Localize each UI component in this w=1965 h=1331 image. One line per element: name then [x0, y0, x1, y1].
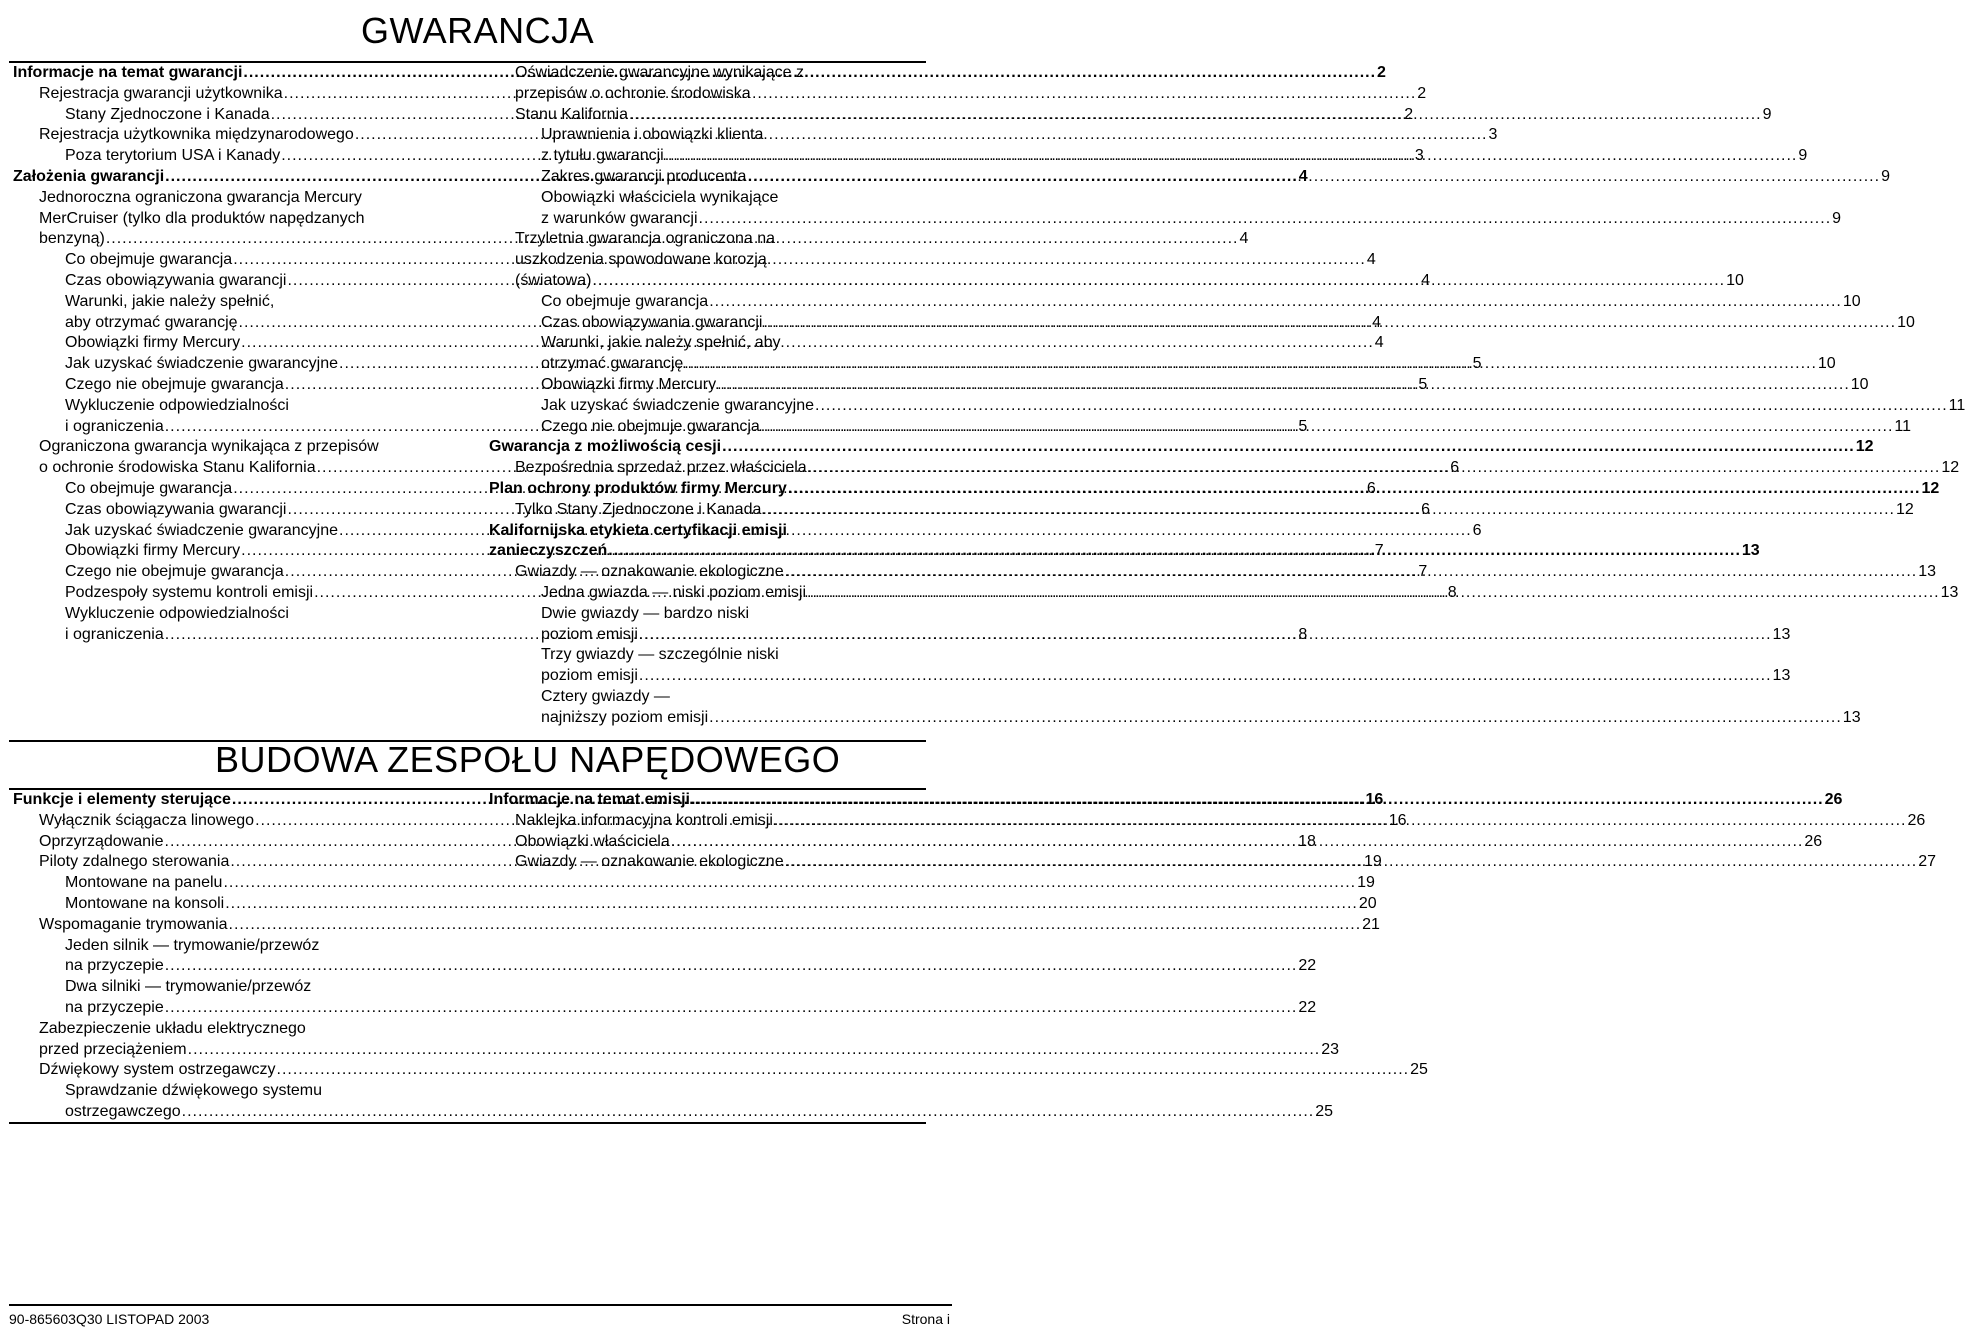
- footer-rule: [9, 1304, 952, 1306]
- toc-page-number: 22: [1298, 998, 1317, 1016]
- toc-entry-title: Jeden silnik — trymowanie/przewóz: [65, 936, 320, 954]
- toc-entry-title: Podzespoły systemu kontroli emisji: [65, 583, 314, 601]
- toc-entry[interactable]: [489, 354, 1836, 375]
- toc-leader-dots: [592, 271, 1725, 292]
- toc-entry-title: Stanu Kalifornia: [515, 105, 628, 123]
- toc-entry-title: Rejestracja użytkownika międzynarodowego: [39, 126, 354, 144]
- toc-page-number: 21: [1362, 915, 1380, 933]
- toc-entry[interactable]: [13, 1040, 1340, 1061]
- toc-leader-dots: [807, 583, 1940, 604]
- toc-entry[interactable]: [489, 333, 913, 354]
- toc-entry-title: przed przeciążeniem: [39, 1040, 187, 1058]
- toc-leader-dots: [223, 873, 1356, 894]
- toc-entry-title: Tylko Stany Zjednoczone i Kanada: [515, 500, 762, 518]
- toc-entry-title: Czas obowiązywania gwarancji: [541, 313, 763, 331]
- toc-page-number: 11: [1894, 417, 1912, 435]
- toc-entry-title: Dźwiękowy system ostrzegawczy: [39, 1061, 276, 1079]
- toc-leader-dots: [639, 666, 1772, 687]
- toc-leader-dots: [762, 500, 1895, 521]
- toc-page-number: 9: [1832, 209, 1842, 227]
- toc-entry-title: Zakres gwarancji producenta: [541, 167, 747, 185]
- toc-entry-title: Oprzyrządowanie: [39, 832, 164, 850]
- section-title-budowa: BUDOWA ZESPOŁU NAPĘDOWEGO: [215, 739, 841, 780]
- toc-page-number: 10: [1842, 292, 1861, 310]
- toc-entry[interactable]: [489, 63, 913, 84]
- footer-doc-id: 90-865603Q30 LISTOPAD 2003: [9, 1311, 210, 1327]
- toc-leader-dots: [188, 1040, 1321, 1061]
- toc-page-number: 13: [1918, 563, 1937, 581]
- toc-entry-title: Montowane na panelu: [65, 874, 223, 892]
- toc-entry[interactable]: [489, 687, 913, 708]
- toc-entry[interactable]: [13, 998, 1317, 1019]
- toc-page-number: 6: [1450, 459, 1460, 477]
- toc-leader-dots: [165, 998, 1298, 1019]
- toc-entry-title: Zabezpieczenie układu elektrycznego: [39, 1019, 306, 1037]
- toc-entry[interactable]: [13, 1102, 1334, 1123]
- toc-entry-title: Kalifornijska etykieta certyfikacji emisji: [489, 521, 787, 539]
- toc-page-number: 8: [1447, 583, 1457, 601]
- toc-entry[interactable]: [13, 915, 1380, 936]
- toc-page-number: 4: [1374, 334, 1384, 352]
- toc-entry-title: aby otrzymać gwarancję: [65, 313, 238, 331]
- section-rule-bottom: [9, 1122, 926, 1124]
- toc-leader-dots: [722, 437, 1855, 458]
- toc-entry[interactable]: [489, 375, 1869, 396]
- toc-entry-title: na przyczepie: [65, 957, 164, 975]
- toc-page-number: 25: [1315, 1102, 1334, 1120]
- toc-entry[interactable]: [489, 209, 1842, 230]
- toc-leader-dots: [709, 292, 1842, 313]
- toc-entry[interactable]: [489, 292, 1861, 313]
- toc-entry[interactable]: [489, 562, 1937, 583]
- toc-entry-title: Jedna gwiazda — niski poziom emisji: [541, 583, 806, 601]
- toc-entry[interactable]: [489, 437, 1874, 458]
- toc-leader-dots: [665, 146, 1798, 167]
- toc-entry-title: Plan ochrony produktów firmy Mercury: [489, 479, 787, 497]
- toc-page-number: 18: [1298, 832, 1316, 850]
- toc-entry-title: ostrzegawczego: [65, 1102, 181, 1120]
- toc-leader-dots: [785, 852, 1918, 873]
- section-title-gwarancja: GWARANCJA: [361, 10, 595, 51]
- toc-entry-title: Jednoroczna ograniczona gwarancja Mercury: [39, 188, 362, 206]
- toc-entry-title: Co obejmuje gwarancja: [65, 251, 233, 269]
- toc-entry-title: Gwiazdy — oznakowanie ekologiczne: [515, 563, 784, 581]
- toc-page-number: 13: [1741, 542, 1760, 560]
- footer-page-label: Strona i: [901, 1311, 950, 1327]
- toc-page-number: 2: [1377, 64, 1386, 81]
- toc-page-number: 4: [1298, 167, 1308, 185]
- toc-page-number: 2: [1404, 105, 1414, 123]
- toc-leader-dots: [763, 313, 1896, 334]
- toc-entry-title: Gwarancja z możliwością cesji: [489, 438, 722, 456]
- toc-entry-title: Obowiązki właściciela: [515, 832, 670, 850]
- toc-entry[interactable]: [489, 458, 1960, 479]
- toc-entry-title: Informacje na temat gwarancji: [13, 64, 243, 81]
- toc-page-number: 19: [1357, 874, 1375, 892]
- toc-entry-title: Trzyletnia gwarancja ograniczona na: [515, 230, 775, 248]
- toc-entry-title: Czego nie obejmuje gwarancja: [541, 417, 760, 435]
- toc-entry-title: Stany Zjednoczone i Kanada: [65, 105, 270, 123]
- toc-page-number: 6: [1472, 521, 1482, 539]
- toc-entry-title: z warunków gwarancji: [541, 209, 698, 227]
- toc-leader-dots: [608, 541, 1741, 562]
- toc-entry[interactable]: [13, 977, 437, 998]
- toc-leader-dots: [774, 811, 1907, 832]
- toc-leader-dots: [808, 458, 1941, 479]
- toc-entry[interactable]: [489, 604, 913, 625]
- toc-page-number: 22: [1298, 957, 1317, 975]
- toc-entry-title: (światowa): [515, 271, 592, 289]
- toc-page-number: 4: [1366, 251, 1376, 269]
- toc-entry-title: przepisów o ochronie środowiska: [515, 84, 751, 102]
- toc-entry-title: Gwiazdy — oznakowanie ekologiczne: [515, 853, 784, 871]
- toc-entry-title: Montowane na konsoli: [65, 894, 225, 912]
- toc-entry-title: Warunki, jakie należy spełnić, aby: [541, 334, 781, 352]
- toc-entry[interactable]: [489, 479, 1940, 500]
- toc-leader-dots: [699, 209, 1832, 230]
- toc-page-number: 12: [1896, 500, 1914, 518]
- toc-entry[interactable]: [489, 625, 1791, 646]
- toc-entry-title: Poza terytorium USA i Kanady: [65, 147, 281, 165]
- toc-page-number: 9: [1798, 147, 1808, 165]
- toc-leader-dots: [717, 375, 1850, 396]
- toc-page-number: 11: [1948, 396, 1965, 414]
- toc-entry[interactable]: [489, 271, 1744, 292]
- toc-leader-dots: [639, 625, 1772, 646]
- toc-entry[interactable]: [13, 604, 437, 625]
- toc-leader-dots: [709, 708, 1842, 729]
- toc-page-number: 25: [1410, 1061, 1428, 1079]
- toc-leader-dots: [788, 479, 1921, 500]
- toc-page-number: 19: [1363, 853, 1382, 871]
- toc-entry-title: MerCruiser (tylko dla produktów napędzanych: [39, 209, 365, 227]
- toc-entry[interactable]: [489, 583, 1959, 604]
- toc-entry[interactable]: [489, 417, 1912, 438]
- toc-page-number: 4: [1239, 230, 1249, 248]
- toc-page-number: 3: [1488, 126, 1498, 144]
- toc-entry[interactable]: [489, 167, 1890, 188]
- toc-entry[interactable]: [489, 500, 1914, 521]
- toc-page-number: 6: [1366, 479, 1376, 497]
- toc-entry-title: poziom emisji: [541, 625, 638, 643]
- toc-entry-title: Ograniczona gwarancja wynikająca z przepisów: [39, 438, 379, 456]
- toc-page-number: 10: [1726, 271, 1744, 289]
- toc-entry-title: uszkodzenia spowodowane korozją: [515, 251, 767, 269]
- toc-entry-title: Dwie gwiazdy — bardzo niski: [541, 604, 750, 622]
- toc-page-number: 23: [1321, 1040, 1340, 1058]
- toc-entry-title: Założenia gwarancji: [13, 167, 165, 185]
- toc-page-number: 10: [1897, 313, 1915, 331]
- toc-entry-title: Sprawdzanie dźwiękowego systemu: [65, 1082, 323, 1100]
- toc-page-number: 4: [1372, 313, 1382, 331]
- toc-entry-title: Jak uzyskać świadczenie gwarancyjne: [65, 521, 339, 539]
- toc-page-number: 4: [1421, 271, 1430, 289]
- toc-entry-title: Rejestracja gwarancji użytkownika: [39, 84, 283, 102]
- toc-entry-title: Obowiązki firmy Mercury: [541, 375, 717, 393]
- toc-entry[interactable]: [13, 1060, 1428, 1081]
- toc-page-number: 16: [1388, 811, 1407, 829]
- toc-page-number: 12: [1855, 438, 1874, 456]
- toc-entry-title: z tytułu gwarancji: [541, 147, 664, 165]
- toc-leader-dots: [182, 1102, 1315, 1123]
- toc-entry-title: Jak uzyskać świadczenie gwarancyjne: [65, 355, 339, 373]
- toc-entry-title: benzyną): [39, 230, 105, 248]
- toc-page-number: 8: [1298, 625, 1308, 643]
- toc-page-number: 3: [1414, 147, 1424, 165]
- toc-entry-title: o ochronie środowiska Stanu Kalifornia: [39, 459, 316, 477]
- toc-entry-title: Wyłącznik ściągacza linowego: [39, 811, 255, 829]
- toc-page-number: 12: [1921, 479, 1940, 497]
- toc-entry[interactable]: [13, 894, 1377, 915]
- toc-entry[interactable]: [13, 873, 1375, 894]
- toc-entry[interactable]: [489, 250, 913, 271]
- toc-entry-title: Czas obowiązywania gwarancji: [65, 500, 287, 518]
- toc-entry-title: Informacje na temat emisji: [489, 791, 690, 808]
- toc-entry-title: najniższy poziom emisji: [541, 708, 709, 726]
- toc-leader-dots: [815, 396, 1948, 417]
- toc-column-right: [489, 63, 1965, 729]
- toc-entry-title: poziom emisji: [541, 667, 638, 685]
- toc-entry[interactable]: [489, 645, 913, 666]
- toc-page-number: 27: [1918, 853, 1937, 871]
- toc-page-number: 26: [1804, 832, 1823, 850]
- toc-page-number: 5: [1472, 355, 1482, 373]
- toc-entry-title: Co obejmuje gwarancja: [65, 479, 233, 497]
- toc-entry-title: Bezpośrednia sprzedaż przez właściciela: [515, 459, 807, 477]
- toc-entry-title: Obowiązki firmy Mercury: [65, 542, 241, 560]
- toc-entry[interactable]: [13, 956, 1317, 977]
- toc-entry-title: Piloty zdalnego sterowania: [39, 853, 230, 871]
- toc-entry[interactable]: [489, 521, 913, 542]
- toc-page-number: 10: [1850, 375, 1869, 393]
- toc-page-number: 16: [1365, 791, 1384, 808]
- toc-entry[interactable]: [489, 313, 1915, 334]
- toc-entry[interactable]: [489, 84, 913, 105]
- toc-entry-title: Wspomaganie trymowania: [39, 915, 228, 933]
- toc-entry-title: Jak uzyskać świadczenie gwarancyjne: [541, 396, 815, 414]
- toc-entry-title: Naklejka informacyjna kontroli emisji: [515, 811, 773, 829]
- toc-entry[interactable]: [489, 188, 913, 209]
- toc-page-number: 12: [1941, 459, 1960, 477]
- toc-leader-dots: [229, 915, 1362, 936]
- toc-entry-title: i ograniczenia: [65, 417, 164, 435]
- toc-entry-title: Czego nie obejmuje gwarancja: [65, 563, 284, 581]
- toc-entry[interactable]: [13, 437, 437, 458]
- toc-entry-title: Czego nie obejmuje gwarancja: [65, 375, 284, 393]
- toc-entry[interactable]: [489, 541, 1760, 562]
- toc-entry[interactable]: [13, 936, 437, 957]
- toc-page-number: 10: [1817, 355, 1836, 373]
- toc-leader-dots: [225, 894, 1358, 915]
- toc-entry-title: Cztery gwiazdy —: [541, 687, 670, 705]
- toc-page-number: 26: [1907, 811, 1926, 829]
- toc-entry-title: Uprawnienia i obowiązki klienta: [541, 126, 764, 144]
- toc-entry-title: Oświadczenie gwarancyjne wynikające z: [515, 64, 805, 81]
- toc-entry-title: Co obejmuje gwarancja: [541, 292, 709, 310]
- toc-entry-title: Wykluczenie odpowiedzialności: [65, 604, 289, 622]
- toc-page-number: 13: [1772, 667, 1791, 685]
- toc-entry[interactable]: [489, 229, 913, 250]
- toc-page-number: 20: [1358, 894, 1377, 912]
- toc-page-number: 9: [1762, 105, 1772, 123]
- toc-entry[interactable]: [489, 396, 1965, 417]
- toc-page-number: 7: [1374, 542, 1384, 560]
- toc-page-number: 13: [1772, 625, 1791, 643]
- toc-entry-title: Funkcje i elementy sterujące: [13, 791, 231, 808]
- toc-leader-dots: [165, 956, 1298, 977]
- toc-entry-title: Obowiązki właściciela wynikające: [541, 188, 779, 206]
- toc-entry-title: Trzy gwiazdy — szczególnie niski: [541, 646, 779, 664]
- toc-entry[interactable]: [13, 292, 437, 313]
- toc-page-number: 5: [1418, 375, 1428, 393]
- toc-leader-dots: [785, 562, 1918, 583]
- toc-page-number: 13: [1842, 708, 1861, 726]
- toc-entry-title: Wykluczenie odpowiedzialności: [65, 396, 289, 414]
- toc-entry[interactable]: [489, 125, 913, 146]
- toc-entry-title: Dwa silniki — trymowanie/przewóz: [65, 978, 312, 996]
- toc-entry-title: na przyczepie: [65, 998, 164, 1016]
- toc-leader-dots: [684, 354, 1817, 375]
- toc-leader-dots: [761, 417, 1894, 438]
- toc-page-number: 2: [1417, 84, 1427, 102]
- toc-entry[interactable]: [13, 396, 437, 417]
- toc-leader-dots: [691, 790, 1824, 811]
- toc-leader-dots: [277, 1060, 1410, 1081]
- toc-entry-title: Warunki, jakie należy spełnić,: [65, 292, 275, 310]
- toc-leader-dots: [629, 105, 1762, 126]
- toc-page-number: 7: [1418, 563, 1428, 581]
- toc-page-number: 5: [1298, 417, 1308, 435]
- toc-entry-title: i ograniczenia: [65, 625, 164, 643]
- toc-page-number: 9: [1881, 167, 1890, 185]
- toc-entry[interactable]: [489, 666, 1791, 687]
- toc-entry[interactable]: [13, 209, 437, 230]
- toc-leader-dots: [747, 167, 1880, 188]
- toc-entry[interactable]: [13, 1019, 437, 1040]
- toc-entry-title: Czas obowiązywania gwarancji: [65, 271, 287, 289]
- toc-entry-title: Obowiązki firmy Mercury: [65, 334, 241, 352]
- toc-entry[interactable]: [489, 146, 1808, 167]
- toc-entry-title: otrzymać gwarancję: [541, 355, 684, 373]
- toc-page-number: 13: [1940, 583, 1959, 601]
- toc-entry[interactable]: [13, 1081, 437, 1102]
- toc-leader-dots: [671, 832, 1804, 853]
- toc-entry[interactable]: [489, 708, 1861, 729]
- toc-entry-title: zanieczyszczeń: [489, 542, 608, 560]
- toc-page-number: 6: [1421, 500, 1430, 518]
- toc-page-number: 26: [1824, 791, 1843, 808]
- toc-entry[interactable]: [489, 105, 1772, 126]
- toc-entry[interactable]: [13, 188, 437, 209]
